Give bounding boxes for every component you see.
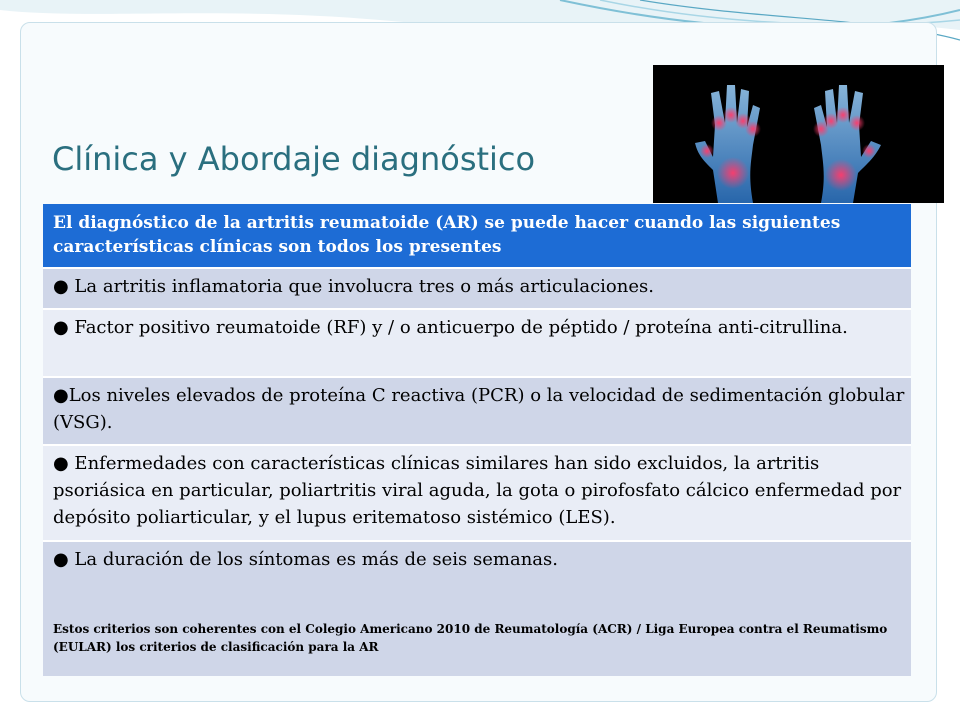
- slide-title: Clínica y Abordaje diagnóstico: [52, 140, 536, 178]
- criteria-row: ●Los niveles elevados de proteína C reactiva (PCR) o la velocidad de sedimentación globular (VSG).: [43, 377, 911, 445]
- hands-xray-image: [653, 65, 944, 203]
- criteria-table-header: El diagnóstico de la artritis reumatoide (AR) se puede hacer cuando las siguientes características clínicas son todos los presentes: [43, 204, 911, 268]
- criteria-table: [43, 204, 911, 676]
- criteria-row-text: ● La duración de los síntomas es más de seis semanas.: [53, 549, 558, 570]
- table-footnote: Estos criterios son coherentes con el Colegio Americano 2010 de Reumatología (ACR) / Liga Europea contra el Reumatismo (EULAR) los criterios de clasificación para la AR: [53, 622, 888, 654]
- criteria-row-last: [43, 541, 911, 676]
- criteria-row: ● La artritis inflamatoria que involucra tres o más articulaciones.: [43, 268, 911, 309]
- criteria-row: ● Factor positivo reumatoide (RF) y / o anticuerpo de péptido / proteína anti-citrullina.: [43, 309, 911, 377]
- criteria-row: ● Enfermedades con características clínicas similares han sido excluidos, la artritis psoriásica en particular, poliartritis viral aguda, la gota o pirofosfato cálcico enfermedad por depósito poliarticular, y el lupus eritematoso sistémico (LES).: [43, 445, 911, 541]
